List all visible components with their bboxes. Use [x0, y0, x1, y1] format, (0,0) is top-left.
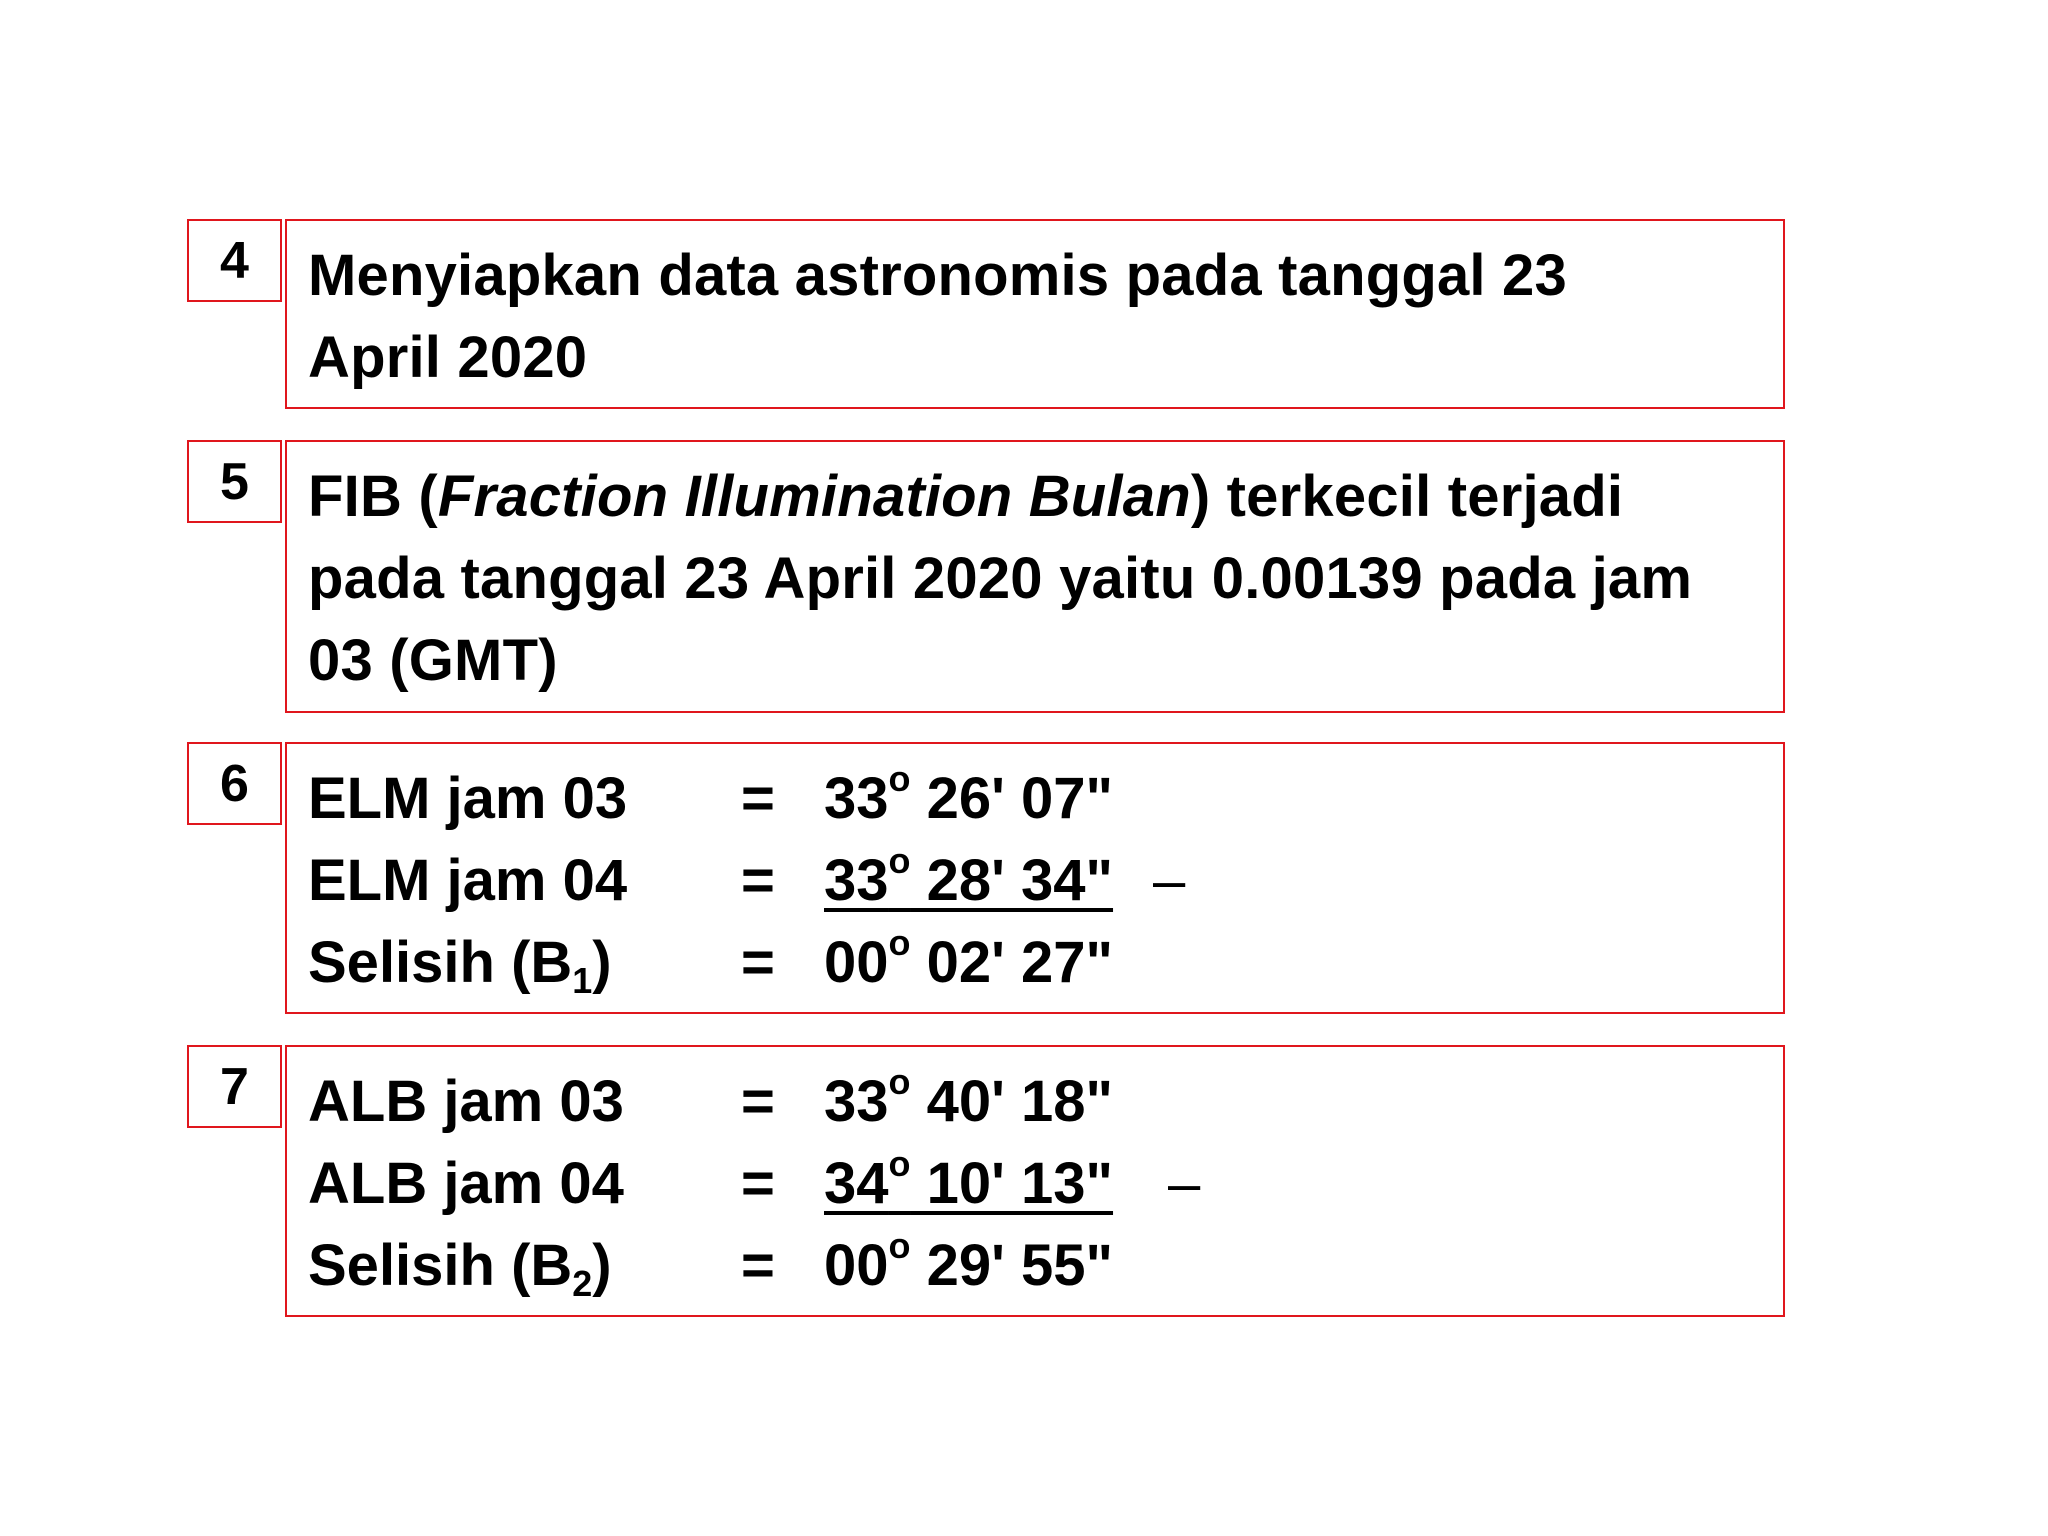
subtraction-sign: – [1168, 1151, 1201, 1216]
step-4-box [285, 219, 1785, 409]
angle-value-underlined: 33$^o$ 28' 34" [824, 840, 1114, 913]
step-5-box [285, 440, 1785, 713]
angle-value-underlined: 34$^o$ 10' 13" [824, 1143, 1114, 1216]
equals-sign: = [741, 1233, 775, 1298]
step-5-line-3: 03 (GMT) [308, 628, 558, 693]
step-4-text [308, 235, 1567, 399]
elm-jam-04-row [308, 840, 1708, 922]
equals-sign: = [741, 848, 775, 913]
angle-value: 00$^o$ 29' 55" [824, 1225, 1114, 1298]
step-number-5: 5 [187, 440, 282, 523]
step-5-text [308, 456, 1692, 702]
step-number-4: 4 [187, 219, 282, 302]
step-5-line-1 [308, 456, 1692, 538]
equals-sign: = [741, 930, 775, 995]
selisih-b1-row [308, 922, 1708, 1004]
elm-jam-03-row [308, 758, 1708, 840]
step-4-line-1: Menyiapkan data astronomis pada tanggal 23 [308, 243, 1567, 308]
row-label: ELM jam 04 [308, 848, 628, 913]
angle-value: 33$^o$ 26' 07" [824, 758, 1114, 831]
selisih-b2-row [308, 1225, 1708, 1307]
equals-sign: = [741, 1069, 775, 1134]
step-6-box [285, 742, 1785, 1014]
row-label: ALB jam 04 [308, 1151, 624, 1216]
alb-jam-03-row [308, 1061, 1708, 1143]
angle-value: 33$^o$ 40' 18" [824, 1061, 1114, 1134]
step-number-7: 7 [187, 1045, 282, 1128]
row-label: ELM jam 03 [308, 766, 628, 831]
step-4-line-2: April 2020 [308, 325, 588, 390]
step-number-6: 6 [187, 742, 282, 825]
step-5-line-1-suffix: ) terkecil terjadi [1190, 464, 1624, 529]
subtraction-sign: – [1153, 848, 1186, 913]
step-5-line-2: pada tanggal 23 April 2020 yaitu 0.00139 pada jam [308, 546, 1693, 611]
equals-sign: = [741, 1151, 775, 1216]
row-label: Selisih $(B_1)$ [308, 930, 612, 1001]
angle-value: 00$^o$ 02' 27" [824, 922, 1114, 995]
step-5-fib-prefix: FIB ( [308, 464, 438, 529]
alb-jam-04-row [308, 1143, 1708, 1225]
row-label: ALB jam 03 [308, 1069, 624, 1134]
equals-sign: = [741, 766, 775, 831]
step-7-box [285, 1045, 1785, 1317]
row-label: Selisih $(B_2)$ [308, 1233, 612, 1304]
step-5-fib-definition: Fraction Illumination Bulan [437, 464, 1191, 529]
